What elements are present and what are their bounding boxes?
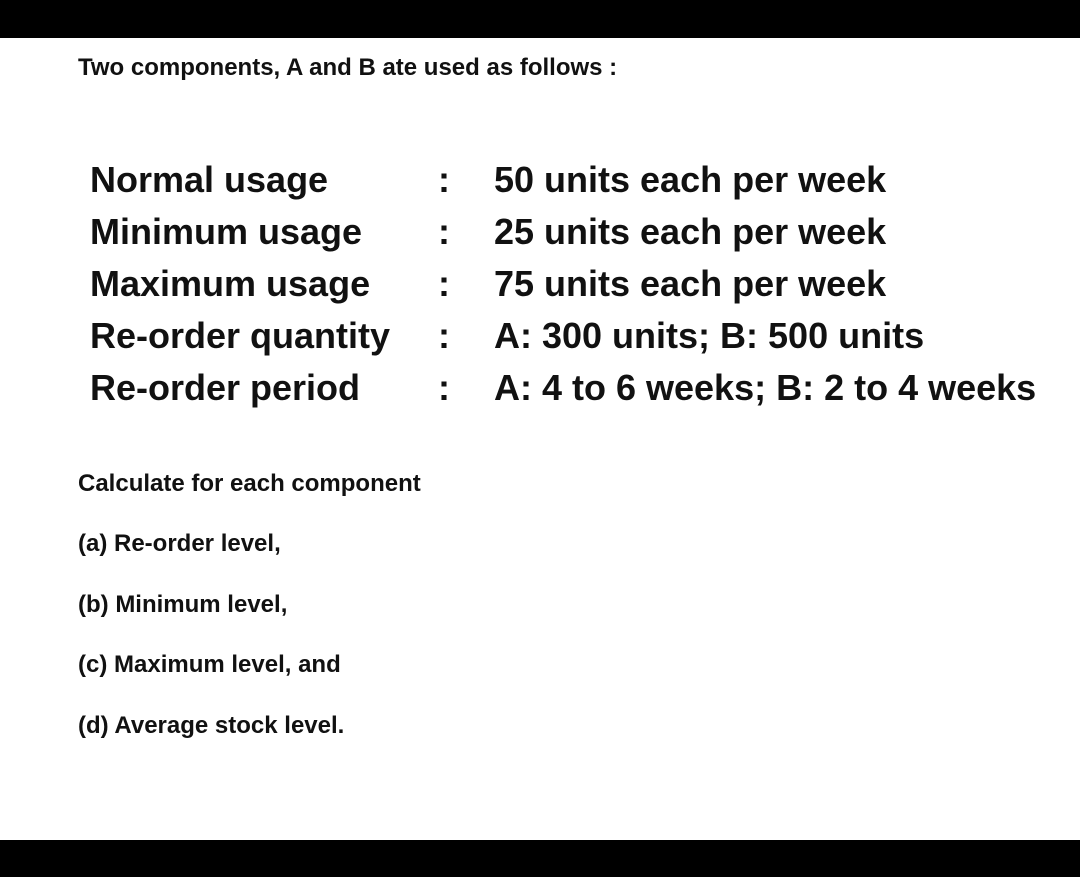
data-label: Re-order period	[90, 367, 361, 408]
data-separator: :	[438, 211, 450, 252]
data-value: 75 units each per week	[494, 263, 887, 304]
instruction-text: Calculate for each component	[78, 470, 421, 497]
data-separator: :	[438, 159, 450, 200]
question-list	[78, 530, 344, 772]
data-separator: :	[438, 263, 450, 304]
question-item-c: (c) Maximum level, and	[78, 651, 341, 678]
data-row-reorder-quantity	[90, 310, 1070, 362]
data-value: A: 300 units; B: 500 units	[494, 315, 925, 356]
data-row-reorder-period	[90, 362, 1070, 414]
data-value: 50 units each per week	[494, 159, 887, 200]
data-label: Re-order quantity	[90, 315, 391, 356]
question-item-b: (b) Minimum level,	[78, 590, 288, 618]
data-row-minimum-usage	[90, 206, 1070, 258]
data-separator: :	[438, 367, 450, 408]
data-label: Maximum usage	[90, 263, 371, 304]
question-item-d: (d) Average stock level.	[78, 711, 345, 739]
data-row-normal-usage	[90, 154, 1070, 206]
data-label: Minimum usage	[90, 211, 363, 252]
question-item-a: (a) Re-order level,	[78, 530, 281, 557]
usage-data-table	[90, 154, 1070, 414]
data-row-maximum-usage	[90, 258, 1070, 310]
data-label: Normal usage	[90, 159, 329, 200]
data-value: 25 units each per week	[494, 211, 887, 252]
data-value: A: 4 to 6 weeks; B: 2 to 4 weeks	[494, 367, 1037, 408]
intro-text: Two components, A and B ate used as follows :	[78, 54, 618, 81]
data-separator: :	[438, 315, 450, 356]
document-page	[0, 38, 1080, 840]
